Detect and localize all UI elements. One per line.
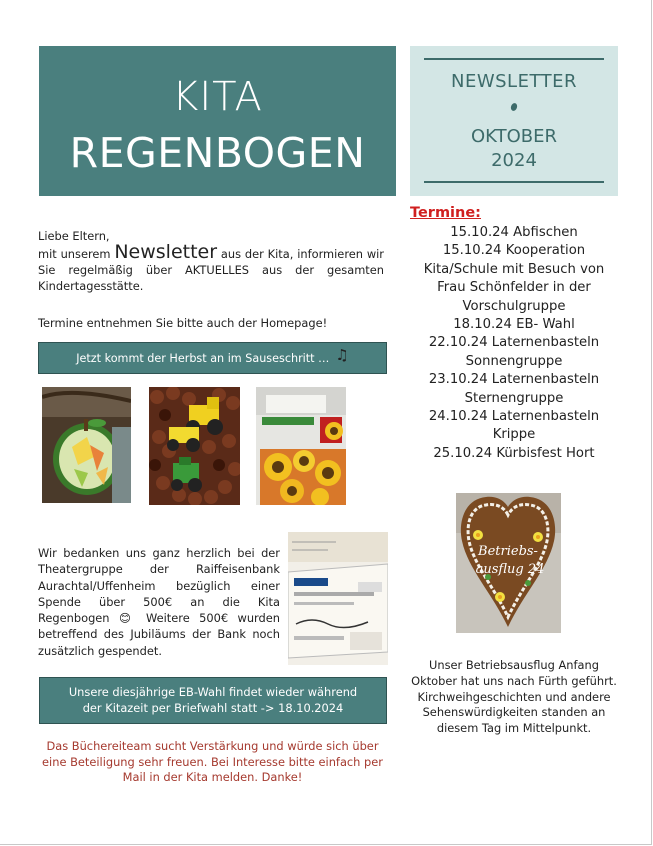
library-team-text: Das Büchereiteam sucht Verstärkung und würde sich über eine Beteiligung sehr freuen. Bei Interesse bitte einfach per Mail in der Kita melden. Danke! [42, 739, 383, 784]
greeting: Liebe Eltern, [38, 229, 110, 243]
music-note-icon: ♫ [335, 346, 349, 364]
title-banner [39, 46, 396, 196]
termin-item: 25.10.24 Kürbisfest Hort [433, 445, 595, 461]
newsletter-label: NEWSLETTER [450, 71, 578, 92]
photo-toy-tractors [149, 387, 240, 505]
donation-thanks-text: Wir bedanken uns ganz herzlich bei der Theatergruppe der Raiffeisenbank Aurachtal/Uffenheim bezüglich einer Spende über 500€ an die Kita Regenbogen 😊 Weitere 500€ wurden betreffend des Jubiläums der Bank noch zusätzlich gespendet. [38, 546, 280, 658]
herbst-banner-text: Jetzt kommt der Herbst an im Sauseschritt … [76, 351, 330, 365]
divider-bottom [424, 181, 604, 183]
intro-paragraph [38, 241, 384, 294]
gingerbread-text-line2: ausflug 24 [475, 562, 545, 577]
termin-item: 22.10.24 Laternenbasteln Sonnengruppe [428, 335, 600, 369]
newsletter-date-box [410, 46, 618, 196]
title-regenbogen: REGENBOGEN [69, 129, 366, 177]
gingerbread-text-line1: Betriebs- [478, 544, 538, 559]
herbst-banner [38, 342, 387, 374]
termin-item: 18.10.24 EB- Wahl [453, 317, 575, 333]
termin-item: 15.10.24 Abfischen [450, 225, 578, 240]
intro-text [38, 228, 384, 294]
homepage-note: Termine entnehmen Sie bitte auch der Homepage! [38, 316, 328, 330]
newsletter-word: Newsletter [114, 241, 218, 263]
termine-list [410, 224, 618, 463]
eb-wahl-line2: der Kitazeit per Briefwahl statt -> 18.10.2024 [82, 701, 344, 715]
dot-separator [510, 102, 518, 112]
eb-wahl-box [39, 677, 387, 724]
intro-start: mit unserem [38, 247, 115, 261]
title-kita: KITA [172, 74, 263, 120]
termin-item: 24.10.24 Laternenbasteln Krippe [428, 409, 600, 443]
termine-heading: Termine: [410, 205, 481, 221]
newsletter-year: 2024 [491, 150, 537, 171]
divider-top [424, 58, 604, 60]
newsletter-month: OKTOBER [471, 126, 557, 147]
photo-gingerbread-heart [456, 493, 561, 633]
eb-wahl-line1: Unsere diesjährige EB-Wahl findet wieder während [68, 685, 358, 699]
betriebsausflug-text: Unser Betriebsausflug Anfang Oktober hat uns nach Fürth geführt. Kirchweihgeschichten und andere Sehenswürdigkeiten standen an diesem Tag im Mittelpunkt. [411, 658, 617, 736]
photo-sunflower-art [256, 387, 346, 505]
termin-item: 23.10.24 Laternenbasteln Sternengruppe [428, 372, 600, 406]
termin-item: 15.10.24 Kooperation Kita/Schule mit Besuch von Frau Schönfelder in der Vorschulgruppe [423, 243, 605, 314]
photo-apple-decoration [42, 387, 131, 503]
photo-donation-check [288, 532, 388, 665]
intro-rest: aus der Kita, informieren wir Sie regelmäßig über AKTUELLES aus der gesamten Kindertagesstätte. [38, 247, 384, 293]
